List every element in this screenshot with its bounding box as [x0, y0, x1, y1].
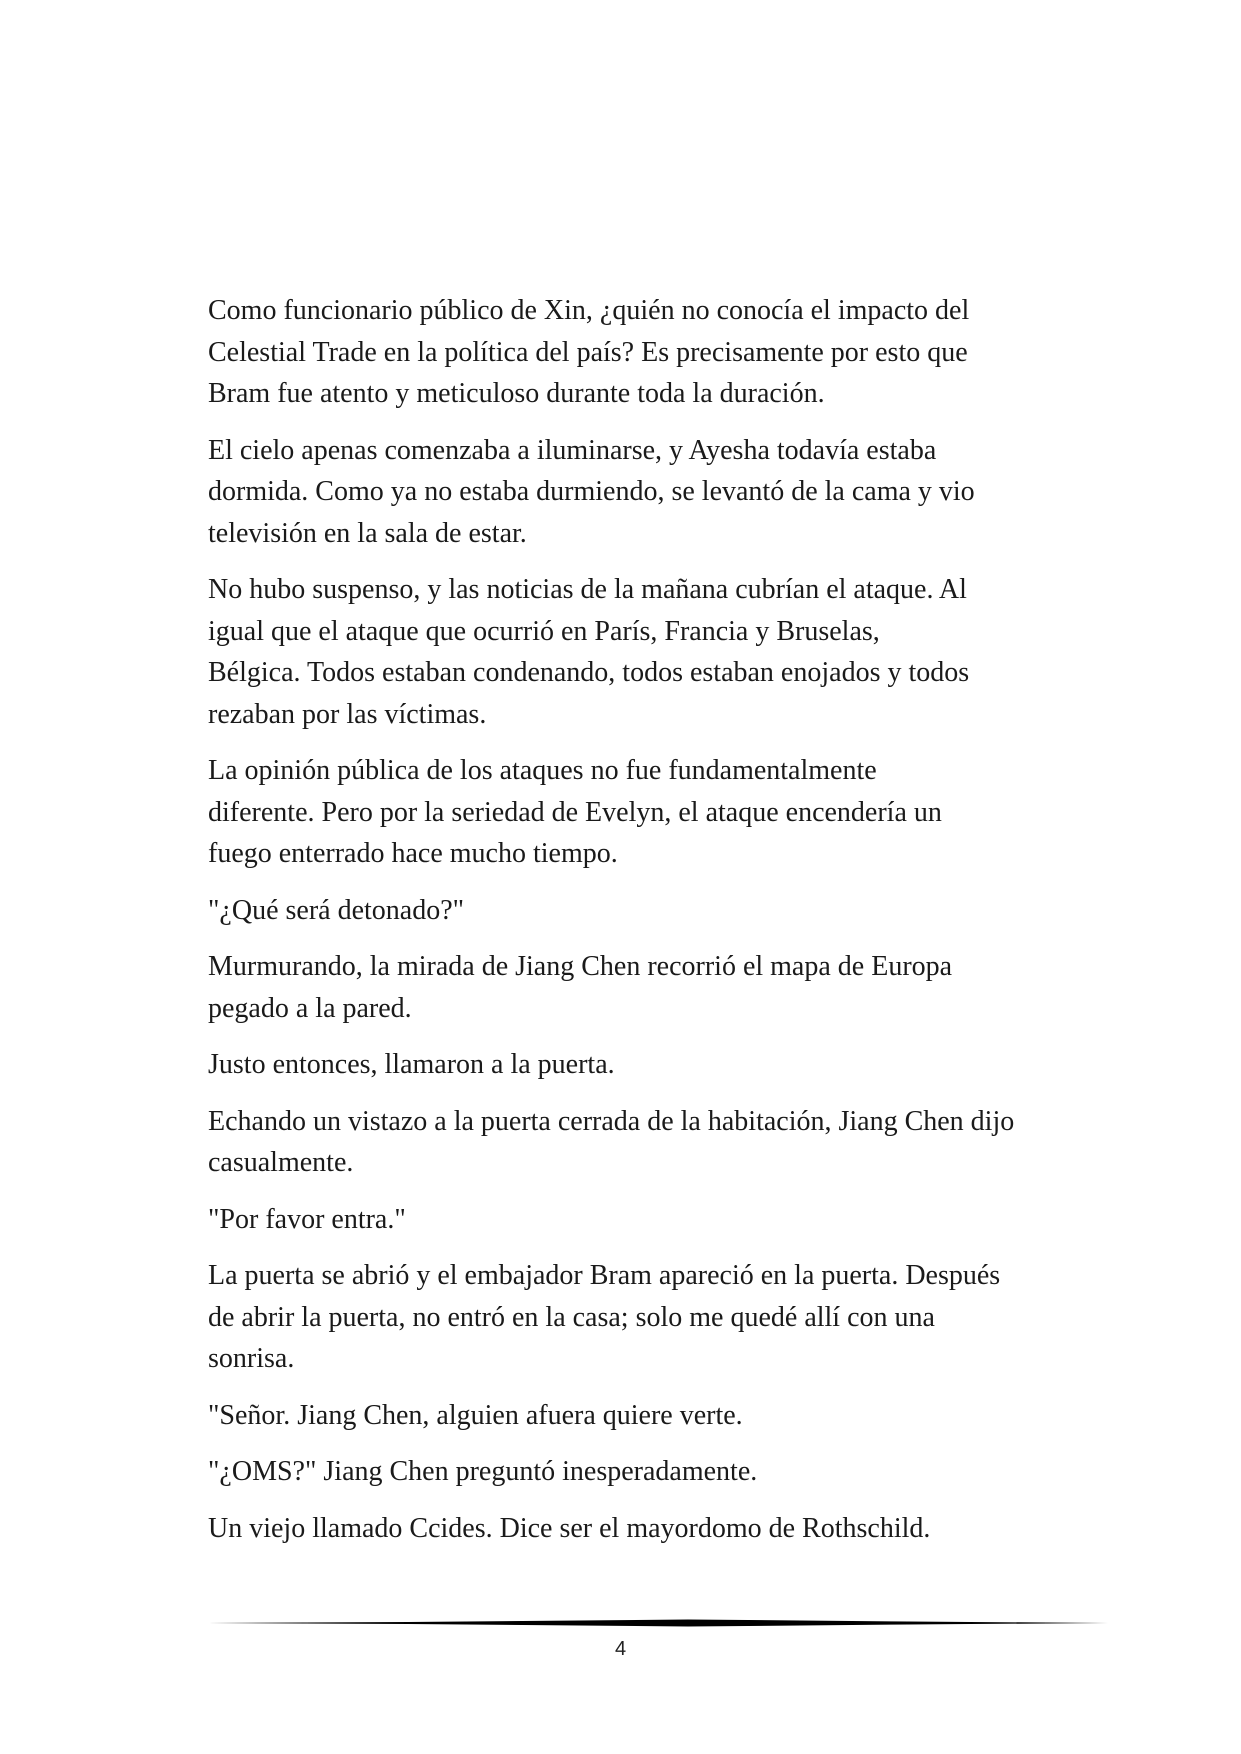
- paragraph-12: "¿OMS?" Jiang Chen preguntó inesperadamente.: [208, 1456, 758, 1487]
- paragraph-13: Un viejo llamado Ccides. Dice ser el mayordomo de Rothschild.: [208, 1512, 931, 1544]
- paragraph-6: Murmurando, la mirada de Jiang Chen recorrió el mapa de Europa pegado a la pared.: [208, 951, 953, 1024]
- footer-divider-swash: [208, 1620, 1108, 1627]
- paragraph-2: El cielo apenas comenzaba a iluminarse, y Ayesha todavía estaba dormida. Como ya no estaba durmiendo, se levantó de la cama y vio televisión en la sala de estar.: [208, 434, 975, 549]
- paragraph-1: Como funcionario público de Xin, ¿quién no conocía el impacto del Celestial Trade en la política del país? Es precisamente por esto que Bram fue atento y meticuloso durante toda la duración.: [208, 295, 970, 409]
- paragraph-9: "Por favor entra.": [208, 1203, 406, 1235]
- footer-divider: [208, 1618, 1108, 1628]
- page-number: 4: [614, 1638, 627, 1660]
- paragraph-7: Justo entonces, llamaron a la puerta.: [208, 1049, 615, 1080]
- paragraph-8: Echando un vistazo a la puerta cerrada de la habitación, Jiang Chen dijo casualmente.: [208, 1105, 1015, 1178]
- paragraph-4: La opinión pública de los ataques no fue fundamentalmente diferente. Pero por la seriedad de Evelyn, el ataque encendería un fuego enterrado hace mucho tiempo.: [208, 755, 942, 869]
- paragraph-10: La puerta se abrió y el embajador Bram apareció en la puerta. Después de abrir la puerta, no entró en la casa; solo me quedé allí con una sonrisa.: [208, 1260, 1001, 1374]
- paragraph-11: "Señor. Jiang Chen, alguien afuera quiere verte.: [208, 1399, 743, 1431]
- body-text: [208, 290, 1078, 1564]
- paragraph-3: No hubo suspenso, y las noticias de la mañana cubrían el ataque. Al igual que el ataque que ocurrió en París, Francia y Bruselas, Bélgica. Todos estaban condenando, todos estaban enojados y todos rezaban por las víctimas.: [208, 574, 970, 730]
- paragraph-5: "¿Qué será detonado?": [208, 894, 465, 926]
